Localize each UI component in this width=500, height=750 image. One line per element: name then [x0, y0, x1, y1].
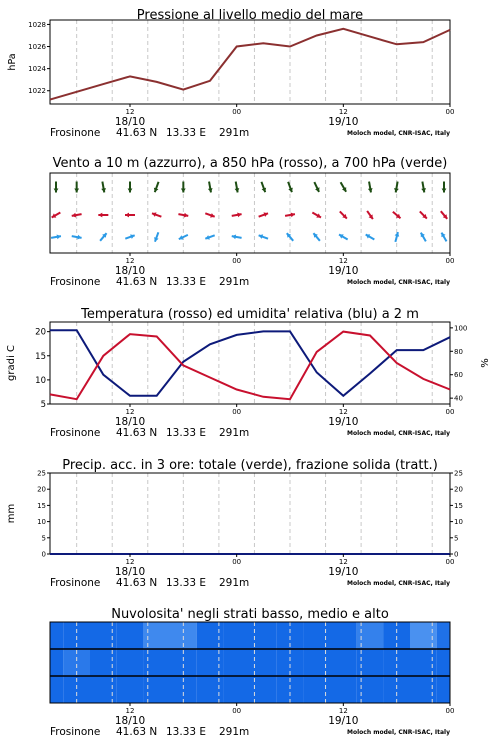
- x-tick-label: 00: [445, 257, 455, 265]
- wind-arrow-head: [128, 189, 133, 193]
- x-tick-label: 12: [125, 558, 135, 566]
- y-tick-label-right: 0: [454, 550, 459, 559]
- y-tick-label: 10: [35, 375, 46, 386]
- panel-title: Temperatura (rosso) ed umidita' relativa (blu) a 2 m: [81, 307, 419, 322]
- y-tick-label-right: 15: [454, 501, 463, 510]
- location-elev: 291m: [219, 276, 250, 288]
- y-axis-label: hPa: [7, 53, 18, 71]
- precipitation-panel: [6, 458, 463, 589]
- y-tick-label: 1028: [28, 20, 46, 29]
- location-name: Frosinone: [50, 276, 101, 288]
- y-tick-label-right: 40: [454, 394, 463, 403]
- x-tick-label: 12: [125, 257, 135, 265]
- date-label: 19/10: [328, 566, 359, 578]
- wind-panel: [50, 156, 454, 288]
- cloud-cell: [330, 622, 357, 649]
- date-label: 19/10: [328, 116, 359, 128]
- cloud-cell: [50, 676, 63, 703]
- temperature-line: [50, 332, 450, 400]
- wind-arrow-head: [442, 189, 447, 193]
- x-tick-label: 00: [445, 707, 455, 715]
- y-tick-label-right: 80: [454, 347, 463, 356]
- x-tick-label: 00: [232, 707, 242, 715]
- y-tick-label: 25: [37, 469, 46, 478]
- date-label: 18/10: [114, 715, 146, 727]
- x-tick-label: 12: [338, 707, 348, 715]
- plot-frame: [50, 473, 450, 554]
- cloud-cell: [330, 649, 357, 676]
- humidity-line: [50, 330, 450, 396]
- y-tick-label: 5: [41, 534, 46, 543]
- x-tick-label: 12: [338, 558, 348, 566]
- cloud-cell: [50, 622, 63, 649]
- model-credit: Moloch model, CNR-ISAC, Italy: [347, 279, 450, 286]
- y-axis-label: mm: [6, 503, 17, 524]
- wind-arrow-head: [54, 189, 59, 193]
- cloud-cell: [437, 676, 450, 703]
- y-tick-label-right: 25: [454, 469, 463, 478]
- location-elev: 291m: [219, 726, 250, 738]
- x-tick-label: 00: [445, 558, 455, 566]
- date-label: 18/10: [114, 416, 146, 428]
- y-tick-label: 1026: [28, 43, 46, 52]
- x-tick-label: 12: [338, 108, 348, 116]
- date-label: 19/10: [328, 715, 359, 727]
- y-tick-label: 15: [37, 501, 46, 510]
- cloud-cell: [117, 622, 144, 649]
- cloud-cell: [50, 649, 63, 676]
- wind-arrow-head: [74, 189, 79, 193]
- y-tick-label: 20: [35, 327, 46, 338]
- pressure-line: [50, 29, 450, 100]
- location-lon: 13.33 E: [166, 726, 207, 738]
- y-tick-label-right: 20: [454, 485, 463, 494]
- x-tick-label: 12: [125, 108, 135, 116]
- temperature-panel: [6, 307, 491, 439]
- y-tick-label: 15: [35, 351, 46, 362]
- cloud-cell: [223, 676, 250, 703]
- y-tick-label: 20: [37, 485, 46, 494]
- x-tick-label: 00: [232, 408, 242, 416]
- model-credit: Moloch model, CNR-ISAC, Italy: [347, 729, 450, 736]
- location-lat: 41.63 N: [116, 726, 158, 738]
- y-tick-label-right: 100: [454, 324, 468, 333]
- x-tick-label: 12: [125, 707, 135, 715]
- date-label: 18/10: [114, 265, 146, 277]
- location-lon: 13.33 E: [166, 427, 207, 439]
- location-lat: 41.63 N: [116, 276, 158, 288]
- y-tick-label: 1022: [28, 87, 46, 96]
- clouds-panel: [50, 607, 454, 738]
- location-name: Frosinone: [50, 427, 101, 439]
- cloud-cell: [197, 676, 224, 703]
- location-name: Frosinone: [50, 726, 101, 738]
- location-name: Frosinone: [50, 577, 101, 589]
- x-tick-label: 12: [338, 408, 348, 416]
- x-tick-label: 00: [445, 108, 455, 116]
- cloud-cell: [197, 649, 224, 676]
- x-tick-label: 00: [445, 408, 455, 416]
- y-tick-label-right: 60: [454, 371, 463, 380]
- x-tick-label: 00: [232, 558, 242, 566]
- model-credit: Moloch model, CNR-ISAC, Italy: [347, 130, 450, 137]
- location-lat: 41.63 N: [116, 127, 158, 139]
- location-elev: 291m: [219, 127, 250, 139]
- model-credit: Moloch model, CNR-ISAC, Italy: [347, 430, 450, 437]
- y-tick-label: 5: [40, 400, 46, 410]
- y-tick-label: 10: [37, 518, 46, 527]
- date-label: 19/10: [328, 416, 359, 428]
- date-label: 19/10: [328, 265, 359, 277]
- panel-title: Nuvolosita' negli strati basso, medio e alto: [111, 607, 389, 622]
- location-lat: 41.63 N: [116, 427, 158, 439]
- pressure-panel: [7, 8, 454, 139]
- panel-title: Pressione al livello medio del mare: [136, 8, 364, 23]
- cloud-cell: [117, 676, 144, 703]
- cloud-cell: [437, 622, 450, 649]
- location-elev: 291m: [219, 427, 250, 439]
- location-name: Frosinone: [50, 127, 101, 139]
- wind-arrow-head: [125, 213, 129, 218]
- location-lon: 13.33 E: [166, 577, 207, 589]
- cloud-cell: [197, 622, 224, 649]
- y-tick-label: 1024: [28, 65, 46, 74]
- wind-arrow-head: [98, 213, 102, 218]
- date-label: 18/10: [114, 566, 146, 578]
- cloud-cell: [437, 649, 450, 676]
- location-elev: 291m: [219, 577, 250, 589]
- panel-title: Vento a 10 m (azzurro), a 850 hPa (rosso), a 700 hPa (verde): [52, 156, 448, 171]
- cloud-cell: [223, 649, 250, 676]
- x-tick-label: 00: [232, 257, 242, 265]
- location-lat: 41.63 N: [116, 577, 158, 589]
- y-axis-label: gradi C: [6, 345, 17, 381]
- y-tick-label-right: 5: [454, 534, 459, 543]
- location-lon: 13.33 E: [166, 127, 207, 139]
- cloud-cell: [117, 649, 144, 676]
- x-tick-label: 12: [125, 408, 135, 416]
- panel-title: Precip. acc. in 3 ore: totale (verde), frazione solida (tratt.): [62, 458, 438, 473]
- y-tick-label: 0: [41, 550, 46, 559]
- plot-frame: [50, 322, 450, 404]
- location-lon: 13.33 E: [166, 276, 207, 288]
- y-tick-label-right: 10: [454, 518, 463, 527]
- wind-arrow-head: [181, 189, 186, 193]
- model-credit: Moloch model, CNR-ISAC, Italy: [347, 580, 450, 587]
- date-label: 18/10: [114, 116, 146, 128]
- x-tick-label: 00: [232, 108, 242, 116]
- x-tick-label: 12: [338, 257, 348, 265]
- plot-frame: [50, 173, 450, 253]
- plot-frame: [50, 20, 450, 104]
- y-axis-label-right: %: [480, 358, 491, 368]
- cloud-cell: [223, 622, 250, 649]
- cloud-cell: [330, 676, 357, 703]
